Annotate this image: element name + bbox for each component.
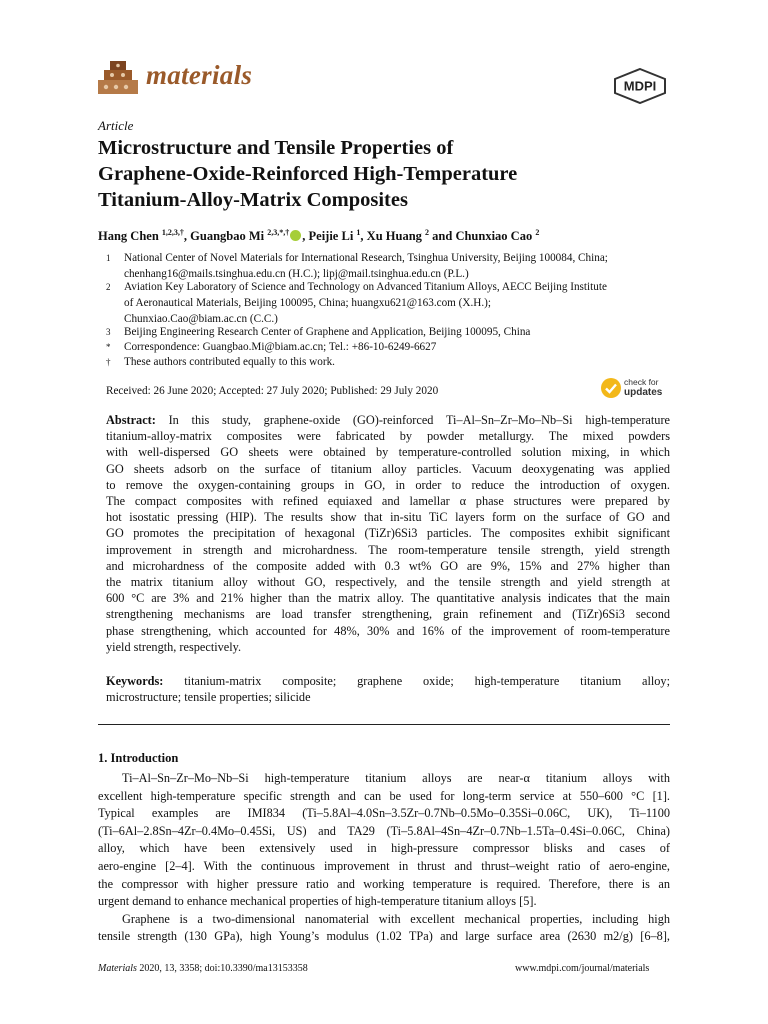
abstract-line: 600 °C are 3% and 21% higher than the matrix alloy. The quantitative analysis indicates that the main xyxy=(106,591,670,606)
author-list xyxy=(98,228,539,244)
author-separator: and xyxy=(429,229,456,244)
author-affiliation-marks: 1 xyxy=(356,228,361,237)
affiliation-mark: 1 xyxy=(106,253,111,263)
abstract-line: hot isostatic pressing (HIP). The results show that in-situ TiC layers form on the surface of GO and xyxy=(106,510,670,525)
keywords-label: Keywords: xyxy=(106,674,164,688)
article-type: Article xyxy=(98,118,134,133)
abstract-line: and microhardness of the composite added with 0.3 wt% GO are 9%, 15% and 27% higher than xyxy=(106,558,670,573)
citation-footer xyxy=(98,963,308,974)
body-line: urgent demand to enhance mechanical properties of high-temperature titanium alloys [5]. xyxy=(98,894,537,909)
abstract-line: GO sheets adsorb on the surface of titanium alloy particles. Vacuum deoxygenating was applied xyxy=(106,461,670,476)
abstract-line: with well-dispersed GO sheets were obtained by temperature-controlled solution mixing, in which xyxy=(106,445,670,460)
title-line: Titanium-Alloy-Matrix Composites xyxy=(98,189,408,211)
abstract-line: strengthening mechanisms are load transfer strengthening, grain refinement and (TiZr)6Si3 second xyxy=(106,607,670,622)
abstract-line: titanium-alloy-matrix composites were fabricated by powder metallurgy. The mixed powders xyxy=(106,429,670,444)
abstract-line: improvement in strength and microhardness. The room-temperature tensile strength, yield strength xyxy=(106,542,670,557)
author-name: Xu Huang xyxy=(366,229,422,244)
author-separator: , xyxy=(183,229,191,244)
keywords-line: titanium-matrix composite; graphene oxide; high-temperature titanium alloy; xyxy=(163,674,670,688)
affiliation-line: Chunxiao.Cao@biam.ac.cn (C.C.) xyxy=(124,313,278,325)
author-separator: , xyxy=(360,229,367,244)
abstract-line: phase strengthening, which accounted for 48%, 30% and 16% of the improvement of room-temperature xyxy=(106,623,670,638)
check-for-updates-badge[interactable] xyxy=(600,375,670,401)
affiliation-mark: 2 xyxy=(106,282,111,292)
author-name: Peijie Li xyxy=(308,229,354,244)
affiliation-line: National Center of Novel Materials for International Research, Tsinghua University, Beijing 100084, China; xyxy=(124,252,608,264)
mdpi-logo-icon xyxy=(612,68,668,104)
check-updates-icon xyxy=(600,377,622,399)
author-name: Hang Chen xyxy=(98,229,159,244)
section-divider xyxy=(98,724,670,725)
affiliation-mark: 3 xyxy=(106,327,111,337)
author-affiliation-marks: 1,2,3,† xyxy=(161,228,184,237)
journal-name: materials xyxy=(146,60,253,90)
affiliation-line: chenhang16@mails.tsinghua.edu.cn (H.C.); lipj@mail.tsinghua.edu.cn (P.L.) xyxy=(124,268,469,280)
abstract-line: yield strength, respectively. xyxy=(106,639,242,654)
abstract-line: to remove the oxygen-containing groups in GO, in order to reduce the introduction of oxygen. xyxy=(106,477,670,492)
footer-journal: Materials xyxy=(98,963,137,974)
author-affiliation-marks: 2 xyxy=(425,228,430,237)
abstract-line: In this study, graphene-oxide (GO)-reinforced Ti–Al–Sn–Zr–Mo–Nb–Si high-temperature xyxy=(155,413,670,427)
affiliation-mark: * xyxy=(106,342,111,352)
author-separator: , xyxy=(302,229,309,244)
author-affiliation-marks: 2,3,*,† xyxy=(267,228,290,237)
author-affiliation-marks: 2 xyxy=(535,228,540,237)
affiliation-line: Aviation Key Laboratory of Science and Technology on Advanced Titanium Alloys, AECC Beijing Institute xyxy=(124,281,607,293)
materials-logo-icon xyxy=(96,58,140,96)
body-line: tensile strength (130 GPa), high Young’s modulus (1.02 TPa) and large surface area (2630 m2/g) [6–8], xyxy=(98,929,670,944)
body-line: the compressor with higher pressure ratio and working temperature is required. Therefore, there is an xyxy=(98,876,670,891)
affiliation-line: Beijing Engineering Research Center of Graphene and Application, Beijing 100095, China xyxy=(124,326,531,338)
check-updates-line2: updates xyxy=(624,387,663,398)
abstract xyxy=(106,412,670,655)
author-name: Chunxiao Cao xyxy=(455,229,533,244)
mdpi-logo-text: MDPI xyxy=(623,78,657,94)
check-updates-line1: check for xyxy=(624,377,659,387)
introduction-body xyxy=(98,770,670,946)
journal-url[interactable]: www.mdpi.com/journal/materials xyxy=(515,963,650,974)
affiliation-line: These authors contributed equally to this work. xyxy=(124,356,335,368)
body-line: excellent high-temperature specific strength and can be used for long-term service at 550–600 °C [1]. xyxy=(98,788,670,803)
body-line: alloy, which have been extensively used in high-pressure compressor blisks and cases of xyxy=(98,841,670,856)
section-heading-introduction: 1. Introduction xyxy=(98,751,179,765)
keywords xyxy=(106,673,670,705)
title-line: Microstructure and Tensile Properties of xyxy=(98,137,454,159)
title-line: Graphene-Oxide-Reinforced High-Temperature xyxy=(98,163,518,185)
body-line: aero-engine [2–4]. With the continuous improvement in thrust and thrust–weight ratio of aero-engine, xyxy=(98,858,670,873)
affiliation-line: of Aeronautical Materials, Beijing 100095, China; huangxu621@163.com (X.H.); xyxy=(124,297,491,309)
abstract-line: The compact composites with refined equiaxed and lamellar α phase structures were prepared by xyxy=(106,494,670,509)
orcid-icon[interactable] xyxy=(290,230,301,241)
affiliation-mark: † xyxy=(106,357,111,367)
abstract-label: Abstract: xyxy=(106,413,156,427)
body-line: Ti–Al–Sn–Zr–Mo–Nb–Si high-temperature titanium alloys are near-α titanium alloys with xyxy=(122,771,670,785)
author-name: Guangbao Mi xyxy=(190,229,265,244)
affiliation-line: Correspondence: Guangbao.Mi@biam.ac.cn; Tel.: +86-10-6249-6627 xyxy=(124,341,437,353)
body-line: (Ti–6Al–2.8Sn–4Zr–0.4Mo–0.45Si, US) and TA29 (Ti–5.8Al–4Sn–4Zr–0.7Nb–1.5Ta–0.4Si–0.06C, China) xyxy=(98,823,670,838)
keywords-line: microstructure; tensile properties; silicide xyxy=(106,690,311,705)
publication-dates: Received: 26 June 2020; Accepted: 27 July 2020; Published: 29 July 2020 xyxy=(106,385,439,397)
abstract-line: the matrix titanium alloy without GO, respectively, and the tensile strength and yield strength at xyxy=(106,575,670,590)
abstract-line: GO promotes the precipitation of hexagonal (TiZr)6Si3 particles. The composites exhibit significant xyxy=(106,526,670,541)
article-title xyxy=(98,135,678,213)
footer-citation: 2020, 13, 3358; doi:10.3390/ma13153358 xyxy=(136,963,308,974)
body-line: Graphene is a two-dimensional nanomaterial with excellent mechanical properties, including high xyxy=(122,911,670,926)
body-line: Typical examples are IMI834 (Ti–5.8Al–4.0Sn–3.5Zr–0.7Nb–0.5Mo–0.35Si–0.06C, UK), Ti–1100 xyxy=(98,806,670,821)
